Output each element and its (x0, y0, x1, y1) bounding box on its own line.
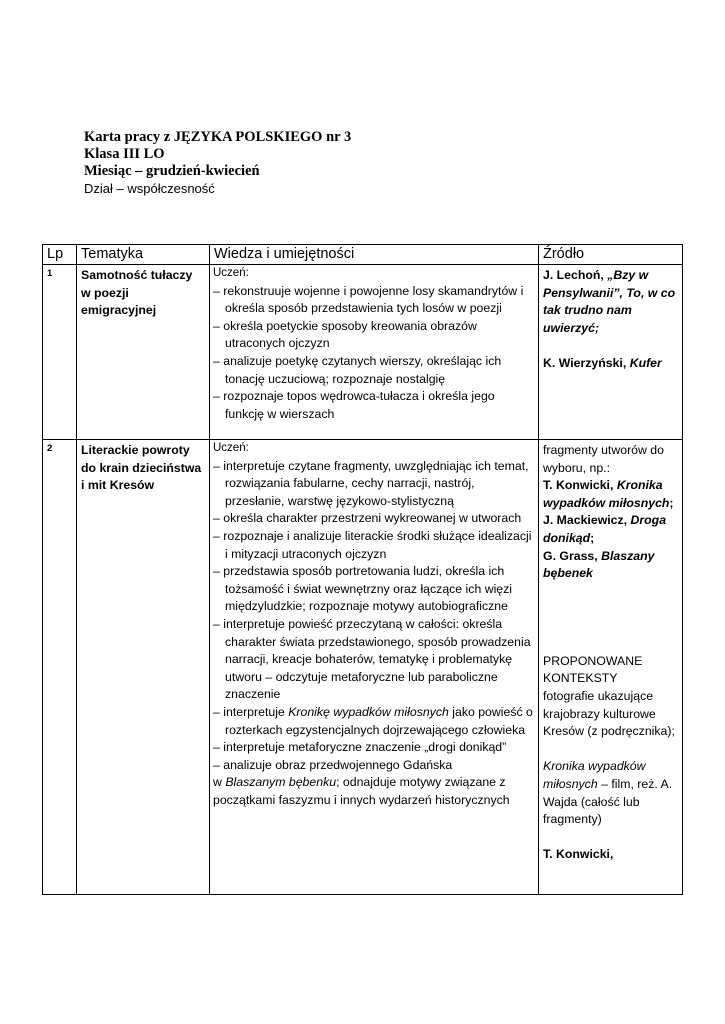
source-entry: J. Mackiewicz, Droga donikąd; (543, 513, 667, 545)
source-title: Droga donikąd (543, 513, 667, 545)
contexts-heading: PROPONOWANE KONTEKSTY (543, 653, 643, 686)
header-tematyka: Tematyka (77, 245, 210, 265)
skill-italic-title: Kronikę wypadków miłosnych (288, 704, 449, 719)
table-row (43, 440, 683, 895)
skill-item: – rekonstruuje wojenne i powojenne losy skamandrytów i określa sposób przedstawienia tych losów w poezji (213, 283, 524, 316)
source-author: T. Konwicki, (543, 478, 614, 493)
source-entry: T. Konwicki, Kronika wypadków miłosnych; (543, 478, 674, 510)
skill-item: – interpretuje Kronikę wypadków miłosnych jako powieść o rozterkach egzystencjalnych dojrzewającego człowieka (213, 704, 533, 737)
source-title: Kronika wypadków miłosnych (543, 478, 670, 510)
source-title: Blaszany bębenek (543, 548, 655, 581)
header-zrodlo: Źródło (539, 245, 683, 265)
table-row (43, 265, 683, 440)
worksheet-table (42, 244, 683, 895)
source-author: J. Mackiewicz, (543, 513, 628, 528)
row-source (539, 440, 683, 895)
film-title: Kronika wypadków miłosnych (543, 759, 646, 791)
skill-item: – analizuje poetykę czytanych wierszy, określając ich tonację uczuciową; rozpoznaje nostalgię (213, 353, 502, 386)
header-wiedza: Wiedza i umiejętności (210, 245, 539, 265)
source-author: T. Konwicki, (543, 847, 614, 862)
skill-item: – rozpoznaje i analizuje literackie środki służące idealizacji i mityzacji utraconych ojczyzn (213, 528, 532, 561)
source-entry (543, 355, 678, 373)
class-label: Klasa III LO (84, 146, 165, 162)
skill-item: w Blaszanym bębenku; odnajduje motywy związane z początkami faszyzmu i innych wydarzeń historycznych (213, 775, 510, 807)
source-author: K. Wierzyński, (543, 355, 627, 370)
skill-italic-title: Blaszanym bębenku (225, 775, 337, 790)
row-source (539, 265, 683, 440)
section-label: Dział – współczesność (84, 181, 215, 196)
row-skills (210, 265, 539, 440)
month-range: Miesiąc – grudzień-kwiecień (84, 163, 260, 179)
skill-item: – przedstawia sposób portretowania ludzi, określa ich tożsamość i świat wewnętrzny oraz łączące ich więzi międzyludzkie; rozpoznaje motywy autobiograficzne (213, 564, 513, 614)
source-entry (543, 267, 678, 337)
source-title: Kufer (629, 355, 662, 370)
skill-item: – określa charakter przestrzeni wykreowanej w utworach (213, 511, 522, 526)
row-number: 1 (43, 265, 77, 440)
skill-item: – rozpoznaje topos wędrowca-tułacza i określa jego funkcję w wierszach (213, 389, 495, 421)
row-topic: Samotność tułaczy w poezji emigracyjnej (77, 265, 210, 440)
row-number: 2 (43, 440, 77, 895)
source-title: „Bzy w Pensylwanii”, To, w co tak trudno nam uwierzyć; (543, 268, 676, 335)
worksheet-title: Karta pracy z JĘZYKA POLSKIEGO nr 3 (84, 129, 352, 145)
document-header (84, 129, 644, 198)
skill-item: – interpretuje metaforyczne znaczenie „drogi donikąd” (213, 740, 507, 755)
skills-intro: Uczeń: (213, 442, 249, 454)
header-lp: Lp (43, 245, 77, 265)
contexts-text: fotografie ukazujące krajobrazy kulturowe Kresów (z podręcznika); (543, 688, 675, 739)
table-header-row (43, 245, 683, 265)
skill-item: – określa poetyckie sposoby kreowania obrazów utraconych ojczyzn (213, 318, 477, 351)
source-author: J. Lechoń, (543, 268, 604, 282)
film-entry: Kronika wypadków miłosnych – film, reż. A. Wajda (całość lub fragmenty) (543, 759, 673, 827)
skill-item: – analizuje obraz przedwojennego Gdańska (213, 757, 453, 772)
row-skills (210, 440, 539, 895)
source-intro: fragmenty utworów do wyboru, np.: (543, 443, 664, 475)
skills-intro: Uczeń: (213, 267, 249, 279)
row-topic: Literackie powroty do krain dzieciństwa i mit Kresów (77, 440, 210, 895)
source-author: G. Grass, (543, 548, 598, 563)
skill-item: – interpretuje powieść przeczytaną w całości: określa charakter świata przedstawionego, sposób prowadzenia narracji, kreacje bohaterów, tematykę i problematykę utworu – odczytuje metaforyczne lub paraboliczne znaczenie (213, 616, 531, 702)
source-entry (543, 548, 678, 583)
skill-item: – interpretuje czytane fragmenty, uwzględniając ich temat, rozwiązania fabularne, cechy narracji, nastrój, przesłanie, warstwę językowo-stylistyczną (213, 458, 529, 508)
